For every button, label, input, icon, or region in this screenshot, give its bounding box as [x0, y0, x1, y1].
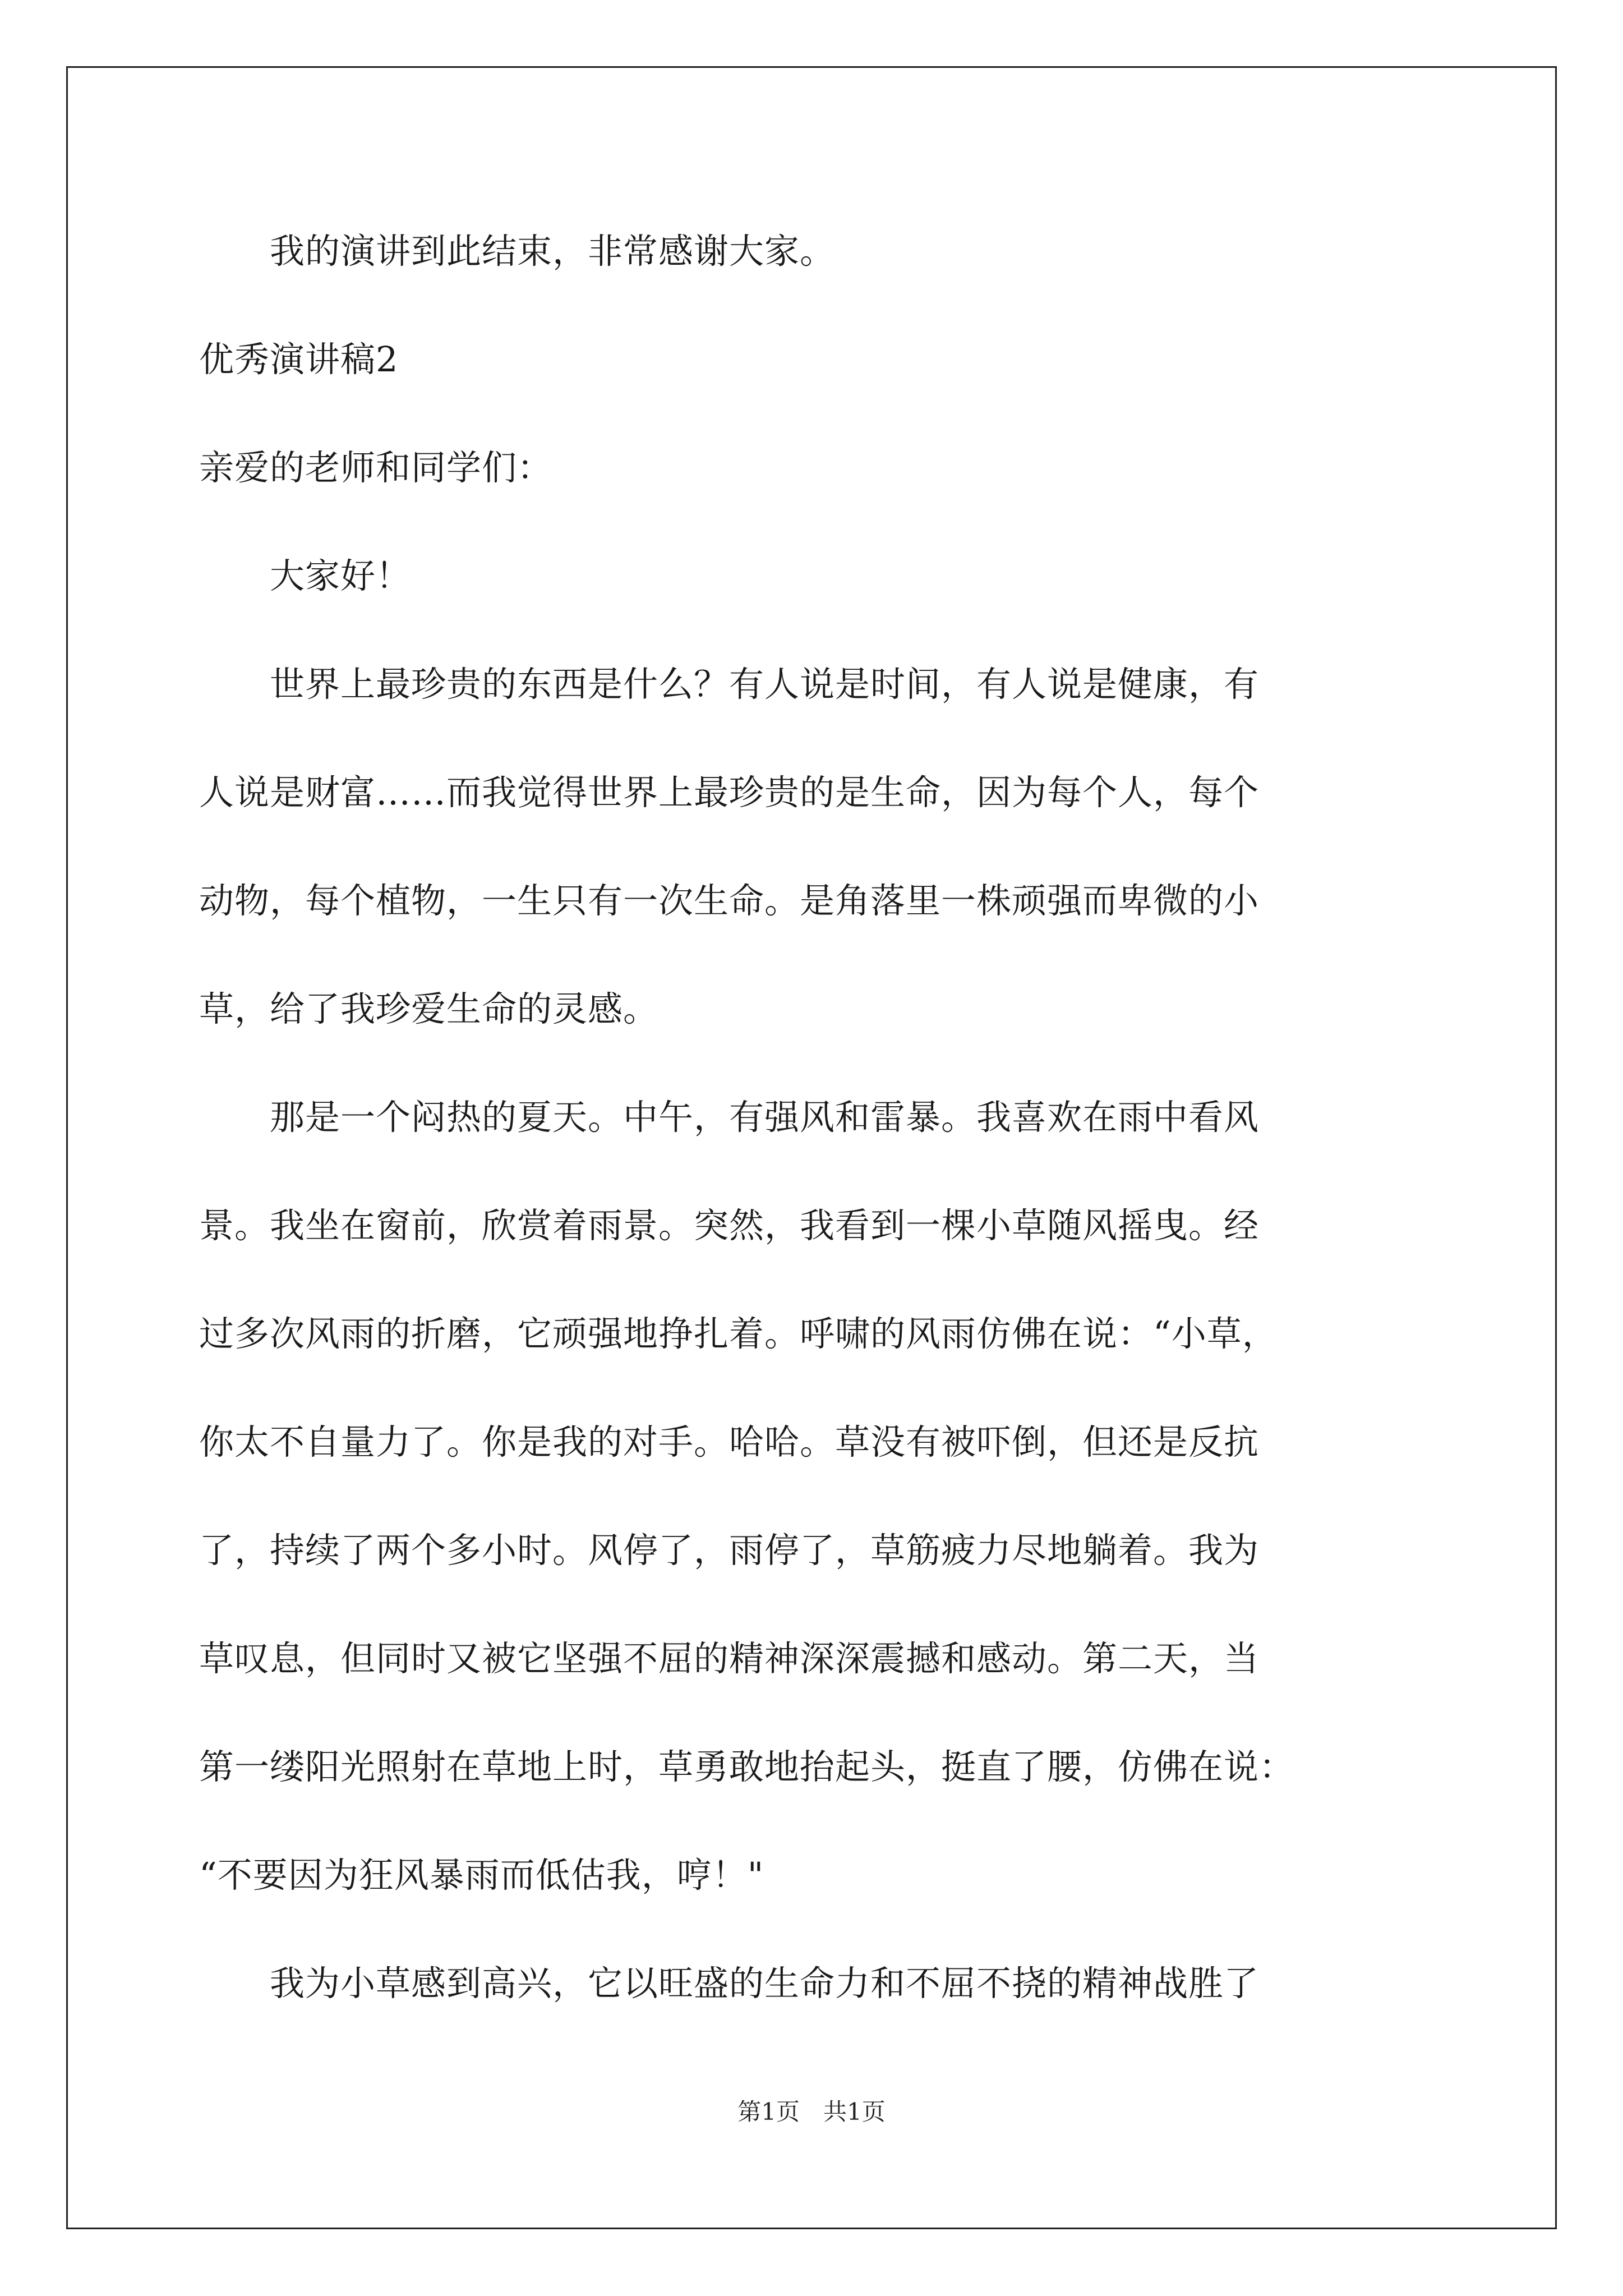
text-line: 草叹息，但同时又被它坚强不屈的精神深深震撼和感动。第二天，当: [199, 1638, 1260, 1679]
text-line: 第一缕阳光照射在草地上时，草勇敢地抬起头，挺直了腰，仿佛在说：: [199, 1746, 1295, 1787]
text-line: 我为小草感到高兴，它以旺盛的生命力和不屈不挠的精神战胜了: [199, 1963, 1260, 2004]
text-line: 了，持续了两个多小时。风停了，雨停了，草筋疲力尽地躺着。我为: [199, 1530, 1260, 1571]
text-line: 我的演讲到此结束，非常感谢大家。: [199, 231, 836, 272]
text-line: 人说是财富……而我觉得世界上最珍贵的是生命，因为每个人，每个: [199, 772, 1260, 813]
text-line: “不要因为狂风暴雨而低估我，哼！": [199, 1855, 764, 1895]
text-line: 动物，每个植物，一生只有一次生命。是角落里一株顽强而卑微的小: [199, 880, 1260, 921]
section-heading: 优秀演讲稿2: [199, 339, 399, 380]
salutation: 亲爱的老师和同学们：: [199, 447, 553, 488]
text-line: 世界上最珍贵的东西是什么？有人说是时间，有人说是健康，有: [199, 664, 1260, 705]
page-number-footer: 第1页 共1页: [737, 2098, 886, 2125]
page-border: [66, 66, 1557, 2229]
text-line: 景。我坐在窗前，欣赏着雨景。突然，我看到一棵小草随风摇曳。经: [199, 1205, 1260, 1246]
text-line: 那是一个闷热的夏天。中午，有强风和雷暴。我喜欢在雨中看风: [199, 1097, 1260, 1138]
text-line: 你太不自量力了。你是我的对手。哈哈。草没有被吓倒，但还是反抗: [199, 1421, 1260, 1462]
text-line: 过多次风雨的折磨，它顽强地挣扎着。呼啸的风雨仿佛在说：“小草，: [199, 1313, 1278, 1354]
text-line: 草，给了我珍爱生命的灵感。: [199, 988, 659, 1029]
greeting: 大家好！: [199, 555, 412, 596]
